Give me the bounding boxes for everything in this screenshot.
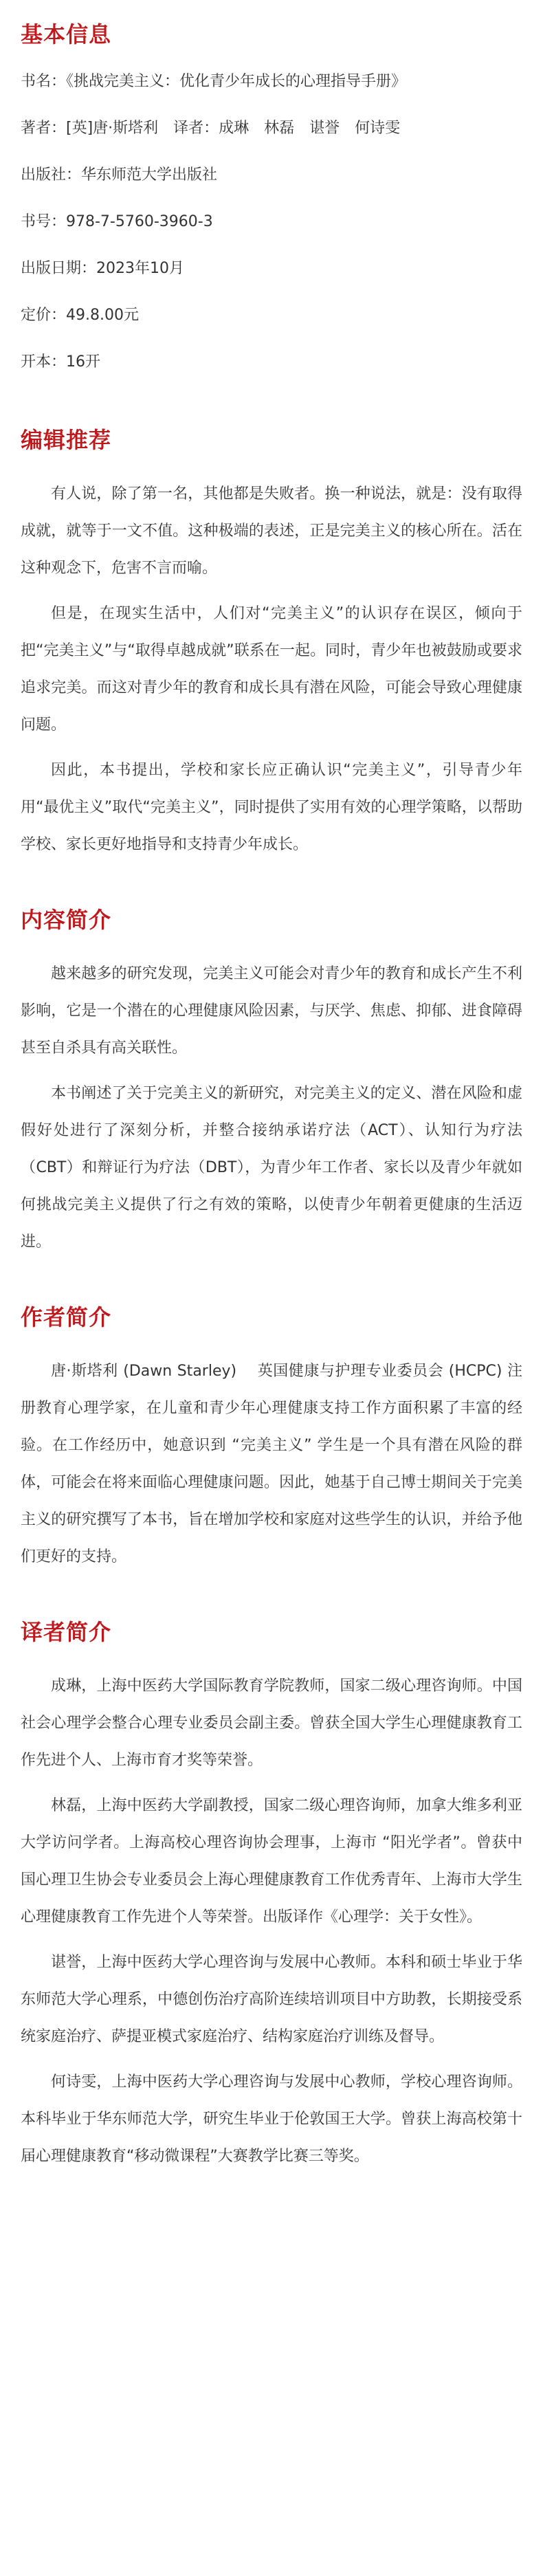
author-translator-line: 著者：[英]唐·斯塔利 译者：成琳 林磊 谌誉 何诗雯 — [21, 120, 401, 137]
content-summary-title: 内容简介 — [21, 907, 112, 933]
author-intro-section — [21, 1302, 522, 1576]
paragraph: 因此，本书提出，学校和家长应正确认识“完美主义”，引导青少年用“最优主义”取代“完美主义”，同时提供了实用有效的心理学策略，以帮助学校、家长更好地指导和支持青少年成长。 — [21, 762, 522, 853]
paragraph: 本书阐述了关于完美主义的新研究，对完美主义的定义、潜在风险和虚假好处进行了深刻分析，并整合接纳承诺疗法（ACT）、认知行为疗法（CBT）和辩证行为疗法（DBT），为青少年工作者、家长以及青少年就如何挑战完美主义提供了行之有效的策略，以使青少年朝着更健康的生活迈进。 — [21, 1085, 522, 1251]
basic-info-title: 基本信息 — [21, 21, 112, 47]
paragraph: 唐·斯塔利 (Dawn Starley) 英国健康与护理专业委员会 (HCPC) 注册教育心理学家，在儿童和青少年心理健康支持工作方面积累了丰富的经验。在工作经历中，她意识到 “完美主义” 学生是一个具有潜在风险的群体，可能会在将来面临心理健康问题。因此，她基于自己博士期间关于完美主义的研究撰写了本书，旨在增加学校和家庭对这些学生的认识，并给予他们更好的支持。 — [21, 1363, 522, 1565]
paragraph: 成琳，上海中医药大学国际教育学院教师，国家二级心理咨询师。中国社会心理学会整合心理专业委员会副主委。曾获全国大学生心理健康教育工作先进个人、上海市育才奖等荣誉。 — [21, 1677, 522, 1769]
paragraph: 何诗雯，上海中医药大学心理咨询与发展中心教师，学校心理咨询师。本科毕业于华东师范大学，研究生毕业于伦敦国王大学。曾获上海高校第十届心理健康教育“移动微课程”大赛教学比赛三等奖。 — [21, 2073, 522, 2165]
publisher-line: 出版社：华东师范大学出版社 — [21, 166, 218, 184]
translator-intro-section — [21, 1617, 522, 2175]
translator-intro-title: 译者简介 — [21, 1619, 112, 1645]
basic-info-section — [21, 19, 522, 374]
editor-recommendation-section — [21, 425, 522, 863]
content-summary-section — [21, 905, 522, 1261]
publish-date-line: 出版日期：2023年10月 — [21, 260, 184, 277]
format-line: 开本：16开 — [21, 353, 100, 371]
price-line: 定价：49.8.00元 — [21, 307, 139, 324]
paragraph: 林磊，上海中医药大学副教授，国家二级心理咨询师，加拿大维多利亚大学访问学者。上海高校心理咨询协会理事，上海市 “阳光学者”。曾获中国心理卫生协会专业委员会上海心理健康教育工作优秀青年、上海市大学生心理健康教育工作先进个人等荣誉。出版译作《心理学：关于女性》。 — [21, 1797, 522, 1926]
paragraph: 谌誉，上海中医药大学心理咨询与发展中心教师。本科和硕士毕业于华东师范大学心理系，中德创伤治疗高阶连续培训项目中方助教，长期接受系统家庭治疗、萨提亚模式家庭治疗、结构家庭治疗训练及督导。 — [21, 1954, 522, 2045]
paragraph: 越来越多的研究发现，完美主义可能会对青少年的教育和成长产生不利影响，它是一个潜在的心理健康风险因素，与厌学、焦虑、抑郁、进食障碍甚至自杀具有高关联性。 — [21, 965, 522, 1057]
paragraph: 但是，在现实生活中，人们对“完美主义”的认识存在误区，倾向于把“完美主义”与“取得卓越成就”联系在一起。同时，青少年也被鼓励或要求追求完美。而这对青少年的教育和成长具有潜在风险，可能会导致心理健康问题。 — [21, 605, 522, 734]
editor-recommendation-title: 编辑推荐 — [21, 427, 112, 453]
isbn-line: 书号：978-7-5760-3960-3 — [21, 213, 213, 230]
paragraph: 有人说，除了第一名，其他都是失败者。换一种说法，就是：没有取得成就，就等于一文不值。这种极端的表述，正是完美主义的核心所在。活在这种观念下，危害不言而喻。 — [21, 485, 522, 577]
book-title-line: 书名：《挑战完美主义：优化青少年成长的心理指导手册》 — [21, 73, 407, 90]
author-intro-title: 作者简介 — [21, 1304, 112, 1330]
